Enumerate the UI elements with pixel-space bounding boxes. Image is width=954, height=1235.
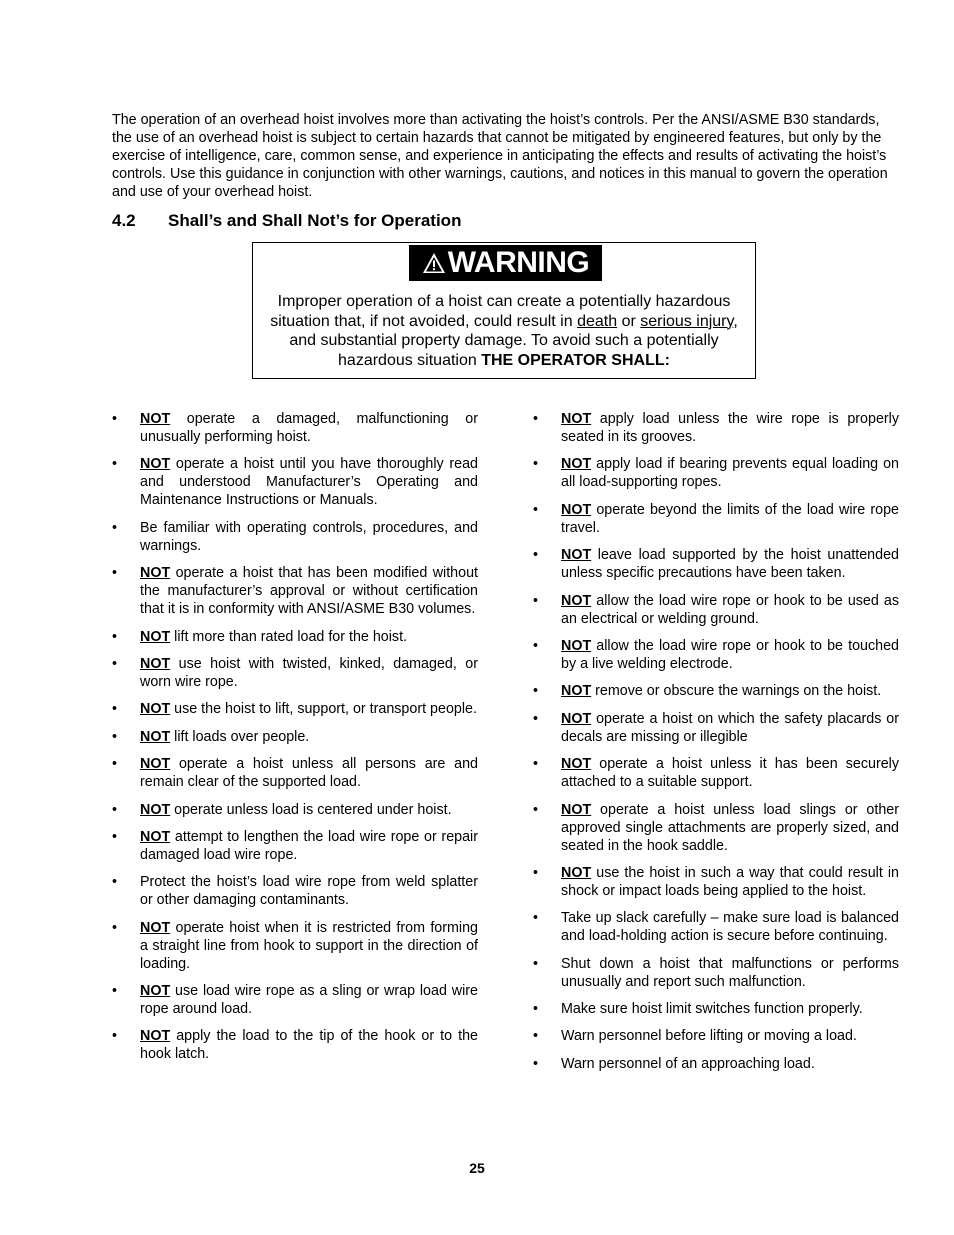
list-item	[112, 410, 478, 446]
warning-badge	[409, 245, 602, 281]
warning-text-start: Improper operation of a hoist can create a potentially hazardous situation that, if not avoided, could result in	[270, 293, 731, 330]
bullet: •	[112, 701, 118, 718]
list-item-text: Protect the hoist’s load wire rope from weld splatter or other damaging contaminants.	[140, 874, 478, 909]
bullet: •	[533, 1028, 539, 1045]
bullet: •	[533, 501, 539, 518]
list-item	[533, 501, 899, 537]
left-rule-list	[112, 410, 478, 1073]
list-item-text: apply load unless the wire rope is properly seated in its grooves.	[561, 411, 899, 445]
list-item-text: apply load if bearing prevents equal loading on all load-supporting ropes.	[561, 456, 899, 491]
list-item-text: allow the load wire rope or hook to be used as an electrical or welding ground.	[561, 592, 899, 627]
not-keyword: NOT	[561, 411, 592, 427]
bullet: •	[112, 1028, 118, 1045]
bullet: •	[533, 456, 539, 473]
bullet: •	[533, 411, 539, 427]
warning-operator-shall: THE OPERATOR SHALL:	[481, 351, 670, 369]
list-item	[533, 682, 899, 700]
not-keyword: NOT	[140, 655, 171, 672]
list-item-text: use load wire rope as a sling or wrap load wire rope around load.	[140, 983, 478, 1018]
not-keyword: NOT	[140, 728, 171, 745]
not-keyword: NOT	[561, 547, 592, 564]
not-keyword: NOT	[140, 701, 171, 718]
list-item	[533, 1027, 899, 1045]
not-keyword: NOT	[561, 864, 592, 881]
not-keyword: NOT	[561, 637, 592, 654]
bullet: •	[112, 628, 118, 645]
list-item	[533, 864, 899, 900]
list-item-text: apply the load to the tip of the hook or to the hook latch.	[140, 1028, 478, 1063]
list-item-text: operate a hoist unless load slings or other approved single attachments are properly sized, and seated in the hook saddle.	[561, 801, 899, 854]
list-item	[533, 637, 899, 673]
bullet: •	[112, 728, 118, 745]
bullet: •	[533, 547, 539, 564]
list-item-text: Make sure hoist limit switches function properly.	[561, 1001, 863, 1018]
list-item	[533, 909, 899, 945]
not-keyword: NOT	[561, 683, 592, 700]
bullet: •	[112, 456, 118, 473]
list-item-text: operate unless load is centered under hoist.	[170, 801, 452, 818]
bullet: •	[533, 710, 539, 727]
right-rule-list	[533, 410, 899, 1082]
bullet: •	[112, 565, 118, 582]
list-item	[112, 982, 478, 1018]
bullet: •	[533, 910, 539, 927]
bullet: •	[112, 828, 118, 845]
bullet: •	[533, 801, 539, 818]
list-item-text: operate a hoist that has been modified without the manufacturer’s approval or without certification that it is in conformity with ANSI/ASME B30 volumes.	[140, 565, 478, 618]
list-item	[533, 1000, 899, 1018]
bullet: •	[533, 592, 539, 609]
list-item-text: operate a hoist on which the safety placards or decals are missing or illegible	[561, 710, 899, 745]
not-keyword: NOT	[140, 565, 171, 582]
bullet: •	[533, 864, 539, 881]
list-item-text: leave load supported by the hoist unattended unless specific precautions have been taken.	[561, 547, 899, 582]
not-keyword: NOT	[140, 756, 171, 773]
warning-text	[261, 292, 747, 370]
not-keyword: NOT	[140, 1028, 171, 1045]
list-item-text: use the hoist in such a way that could result in shock or impact loads being applied to the hoist.	[561, 864, 899, 899]
warning-serious-injury: serious injury	[640, 312, 734, 330]
not-keyword: NOT	[561, 801, 592, 818]
list-item-text: attempt to lengthen the load wire rope or repair damaged load wire rope.	[140, 828, 478, 863]
not-keyword: NOT	[140, 628, 171, 645]
list-item	[112, 519, 478, 555]
bullet: •	[112, 919, 118, 936]
list-item	[112, 801, 478, 819]
not-keyword: NOT	[561, 710, 592, 727]
bullet: •	[112, 983, 118, 1000]
list-item-text: operate beyond the limits of the load wire rope travel.	[561, 501, 899, 536]
list-item	[533, 710, 899, 746]
warning-text-end: , and substantial property damage. To avoid such a potentially hazardous situation	[289, 312, 738, 369]
not-keyword: NOT	[561, 592, 592, 609]
not-keyword: NOT	[561, 456, 592, 473]
list-item-text: operate a hoist until you have thoroughly read and understood Manufacturer’s Operating and Maintenance Instructions or Manuals.	[140, 456, 478, 509]
warning-triangle-icon	[422, 251, 446, 275]
list-item-text: use the hoist to lift, support, or transport people.	[170, 701, 477, 718]
bullet: •	[112, 874, 118, 891]
section-title: Shall’s and Shall Not’s for Operation	[168, 211, 462, 230]
bullet: •	[533, 955, 539, 972]
warning-box	[252, 242, 756, 379]
list-item	[112, 655, 478, 691]
not-keyword: NOT	[561, 501, 592, 518]
list-item	[112, 828, 478, 864]
list-item	[112, 628, 478, 646]
section-heading	[112, 211, 461, 231]
list-item-text: Warn personnel of an approaching load.	[561, 1055, 815, 1072]
not-keyword: NOT	[140, 828, 171, 845]
list-item-text: lift loads over people.	[170, 728, 310, 745]
list-item-text: operate a hoist unless all persons are and remain clear of the supported load.	[140, 756, 478, 791]
list-item	[112, 919, 478, 973]
list-item	[533, 955, 899, 991]
bullet: •	[533, 683, 539, 700]
list-item-text: operate a hoist unless it has been securely attached to a suitable support.	[561, 756, 899, 791]
list-item-text: Shut down a hoist that malfunctions or performs unusually and report such malfunction.	[561, 955, 899, 990]
list-item	[533, 755, 899, 791]
not-keyword: NOT	[140, 983, 171, 1000]
list-item-text: allow the load wire rope or hook to be touched by a live welding electrode.	[561, 637, 899, 672]
list-item	[533, 546, 899, 582]
list-item-text: operate hoist when it is restricted from forming a straight line from hook to support in the direction of loading.	[140, 919, 478, 972]
list-item	[533, 801, 899, 855]
bullet: •	[533, 1055, 539, 1072]
intro-paragraph: The operation of an overhead hoist involves more than activating the hoist’s controls. Per the ANSI/ASME B30 standards, the use of an overhead hoist is subject to certain hazards that cannot be mitigated by engineered features, but only by the exercise of intelligence, care, common sense, and experience in anticipating the effects and results of activating the hoist’s controls. Use this guidance in conjunction with other warnings, cautions, and notices in this manual to govern the operation and use of your overhead hoist.	[112, 112, 888, 201]
list-item	[533, 455, 899, 491]
bullet: •	[533, 1001, 539, 1018]
list-item	[112, 564, 478, 618]
bullet: •	[112, 519, 118, 536]
bullet: •	[533, 637, 539, 654]
list-item	[112, 1027, 478, 1063]
bullet: •	[533, 756, 539, 773]
section-number: 4.2	[112, 211, 136, 230]
list-item	[112, 700, 478, 718]
list-item-text: Take up slack carefully – make sure load is balanced and load-holding action is secure before continuing.	[561, 910, 899, 945]
warning-or: or	[617, 312, 641, 330]
list-item-text: remove or obscure the warnings on the hoist.	[591, 683, 882, 700]
warning-label: WARNING	[447, 246, 590, 279]
bullet: •	[112, 655, 118, 672]
list-item-text: use hoist with twisted, kinked, damaged, or worn wire rope.	[140, 655, 478, 690]
not-keyword: NOT	[140, 919, 171, 936]
page-number: 25	[469, 1160, 485, 1176]
list-item	[112, 455, 478, 509]
list-item	[112, 728, 478, 746]
list-item	[533, 592, 899, 628]
not-keyword: NOT	[140, 456, 171, 473]
list-item-text: Be familiar with operating controls, procedures, and warnings.	[140, 519, 478, 554]
list-item	[112, 873, 478, 909]
bullet: •	[112, 801, 118, 818]
list-item-text: operate a damaged, malfunctioning or unusually performing hoist.	[140, 411, 478, 445]
bullet: •	[112, 411, 118, 427]
list-item-text: Warn personnel before lifting or moving a load.	[561, 1028, 857, 1045]
not-keyword: NOT	[140, 801, 171, 818]
list-item-text: lift more than rated load for the hoist.	[170, 628, 408, 645]
not-keyword: NOT	[561, 756, 592, 773]
not-keyword: NOT	[140, 411, 171, 427]
bullet: •	[112, 756, 118, 773]
list-item	[112, 755, 478, 791]
warning-death: death	[577, 312, 618, 330]
list-item	[533, 1055, 899, 1073]
list-item	[533, 410, 899, 446]
